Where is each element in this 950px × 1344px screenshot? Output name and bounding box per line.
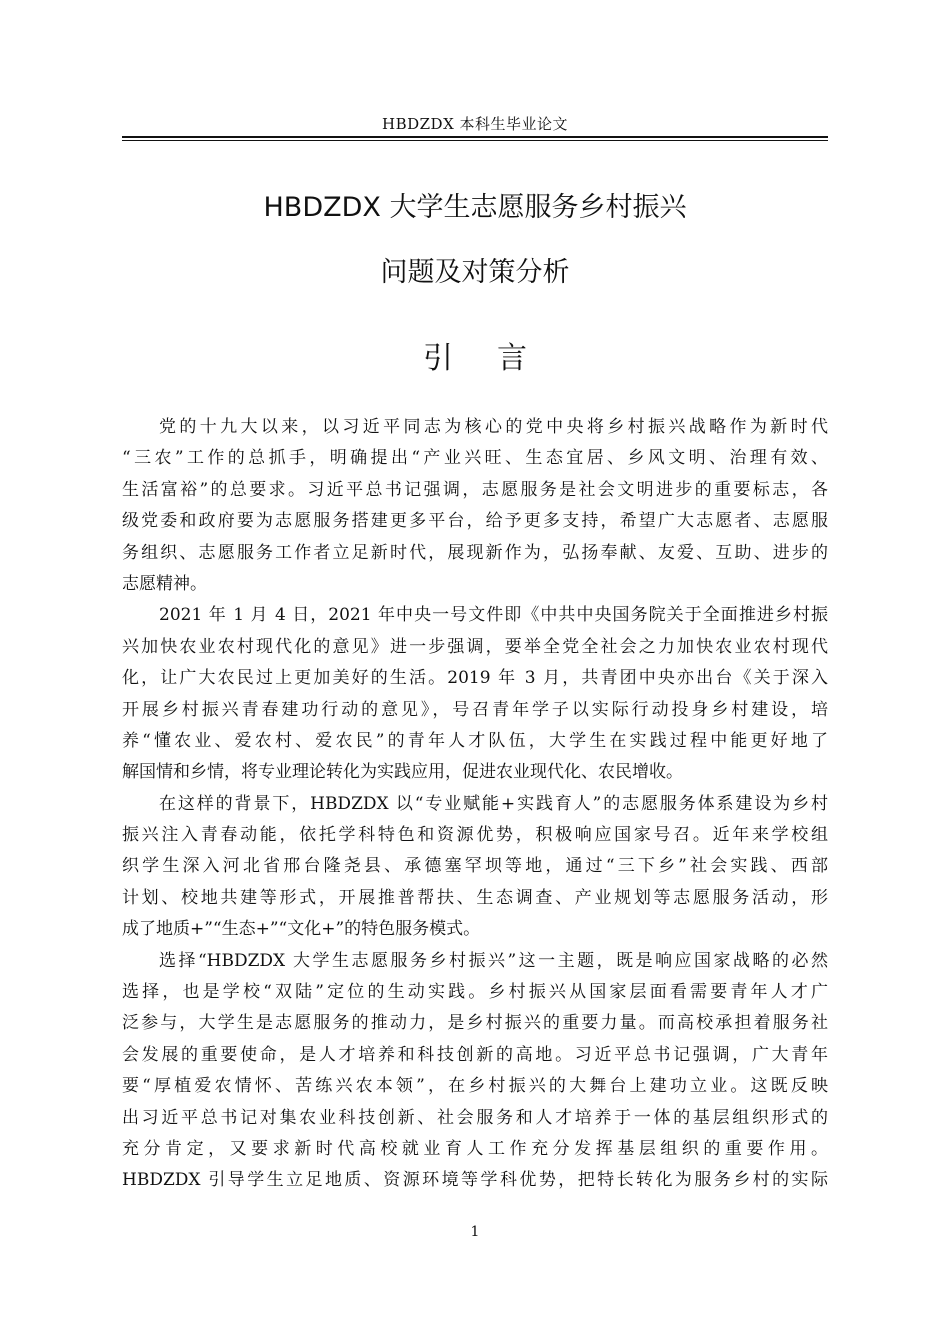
paragraph-1-line: 生活富裕”的总要求。习近平总书记强调，志愿服务是社会文明进步的重要标志，各 <box>122 479 828 500</box>
paragraph-4-line: 要“厚植爱农情怀、苦练兴农本领”，在乡村振兴的大舞台上建功立业。这既反映 <box>122 1076 828 1097</box>
paragraph-4-line: 会发展的重要使命，是人才培养和科技创新的高地。习近平总书记强调，广大青年 <box>122 1044 828 1065</box>
running-header: HBDZDX 本科生毕业论文 <box>381 115 569 133</box>
paragraph-2-line: 解国情和乡情，将专业理论转化为实践应用，促进农业现代化、农民增收。 <box>122 762 683 783</box>
paragraph-2-line: 开展乡村振兴青春建功行动的意见》，号召青年学子以实际行动投身乡村建设，培 <box>122 699 828 720</box>
page-number: 1 <box>470 1224 480 1240</box>
paragraph-1-line: 级党委和政府要为志愿服务搭建更多平台，给予更多支持，希望广大志愿者、志愿服 <box>122 511 828 532</box>
paragraph-2-line: 养“懂农业、爱农村、爱农民”的青年人才队伍，大学生在实践过程中能更好地了 <box>122 730 828 751</box>
paragraph-2-line: 兴加快农业农村现代化的意见》进一步强调，要举全党全社会之力加快农业农村现代 <box>122 636 828 657</box>
paragraph-4-line: 泛参与，大学生是志愿服务的推动力，是乡村振兴的重要力量。而高校承担着服务社 <box>122 1013 828 1034</box>
paragraph-4-line: 选择，也是学校“双陆”定位的生动实践。乡村振兴从国家层面看需要青年人才广 <box>122 982 828 1003</box>
section-title: 引言 <box>423 341 571 376</box>
paragraph-4-line: 出习近平总书记对集农业科技创新、社会服务和人才培养于一体的基层组织形式的 <box>122 1107 828 1128</box>
body-text <box>122 412 828 1197</box>
paragraph-3-line: 成了地质+”“生态+”“文化+”的特色服务模式。 <box>122 919 481 940</box>
paragraph-1-line: 党的十九大以来，以习近平同志为核心的党中央将乡村振兴战略作为新时代 <box>159 417 828 437</box>
header-rule-thick <box>122 136 828 138</box>
paragraph-3-line: 计划、校地共建等形式，开展推普帮扶、生态调查、产业规划等志愿服务活动，形 <box>122 887 828 908</box>
paragraph-1-line: 志愿精神。 <box>122 573 207 594</box>
paragraph-1-line: “三农”工作的总抓手，明确提出“产业兴旺、生态宜居、乡风文明、治理有效、 <box>122 448 828 469</box>
paragraph-2-line: 化，让广大农民过上更加美好的生活。2019 年 3 月，共青团中央亦出台《关于深入 <box>122 668 828 689</box>
paragraph-4-line: 选择“HBDZDX 大学生志愿服务乡村振兴”这一主题，既是响应国家战略的必然 <box>159 950 828 971</box>
header-rule-thin <box>122 140 828 141</box>
paragraph-1-line: 务组织、志愿服务工作者立足新时代，展现新作为，弘扬奉献、友爱、互助、进步的 <box>122 542 828 563</box>
document-title-line-2: 问题及对策分析 <box>380 257 570 288</box>
paragraph-2-line: 2021 年 1 月 4 日，2021 年中央一号文件即《中共中央国务院关于全面推进乡村振 <box>159 605 828 626</box>
paragraph-3-line: 振兴注入青春动能，依托学科特色和资源优势，积极响应国家号召。近年来学校组 <box>122 825 828 846</box>
paragraph-3-line: 织学生深入河北省邢台隆尧县、承德塞罕坝等地，通过“三下乡”社会实践、西部 <box>122 856 828 877</box>
document-title-line-1: HBDZDX 大学生志愿服务乡村振兴 <box>263 192 687 223</box>
paragraph-4-line: 充分肯定，又要求新时代高校就业育人工作充分发挥基层组织的重要作用。 <box>122 1138 828 1159</box>
paragraph-3-line: 在这样的背景下，HBDZDX 以“专业赋能+实践育人”的志愿服务体系建设为乡村 <box>159 793 828 814</box>
paragraph-4-line: HBDZDX 引导学生立足地质、资源环境等学科优势，把特长转化为服务乡村的实际 <box>122 1170 828 1191</box>
